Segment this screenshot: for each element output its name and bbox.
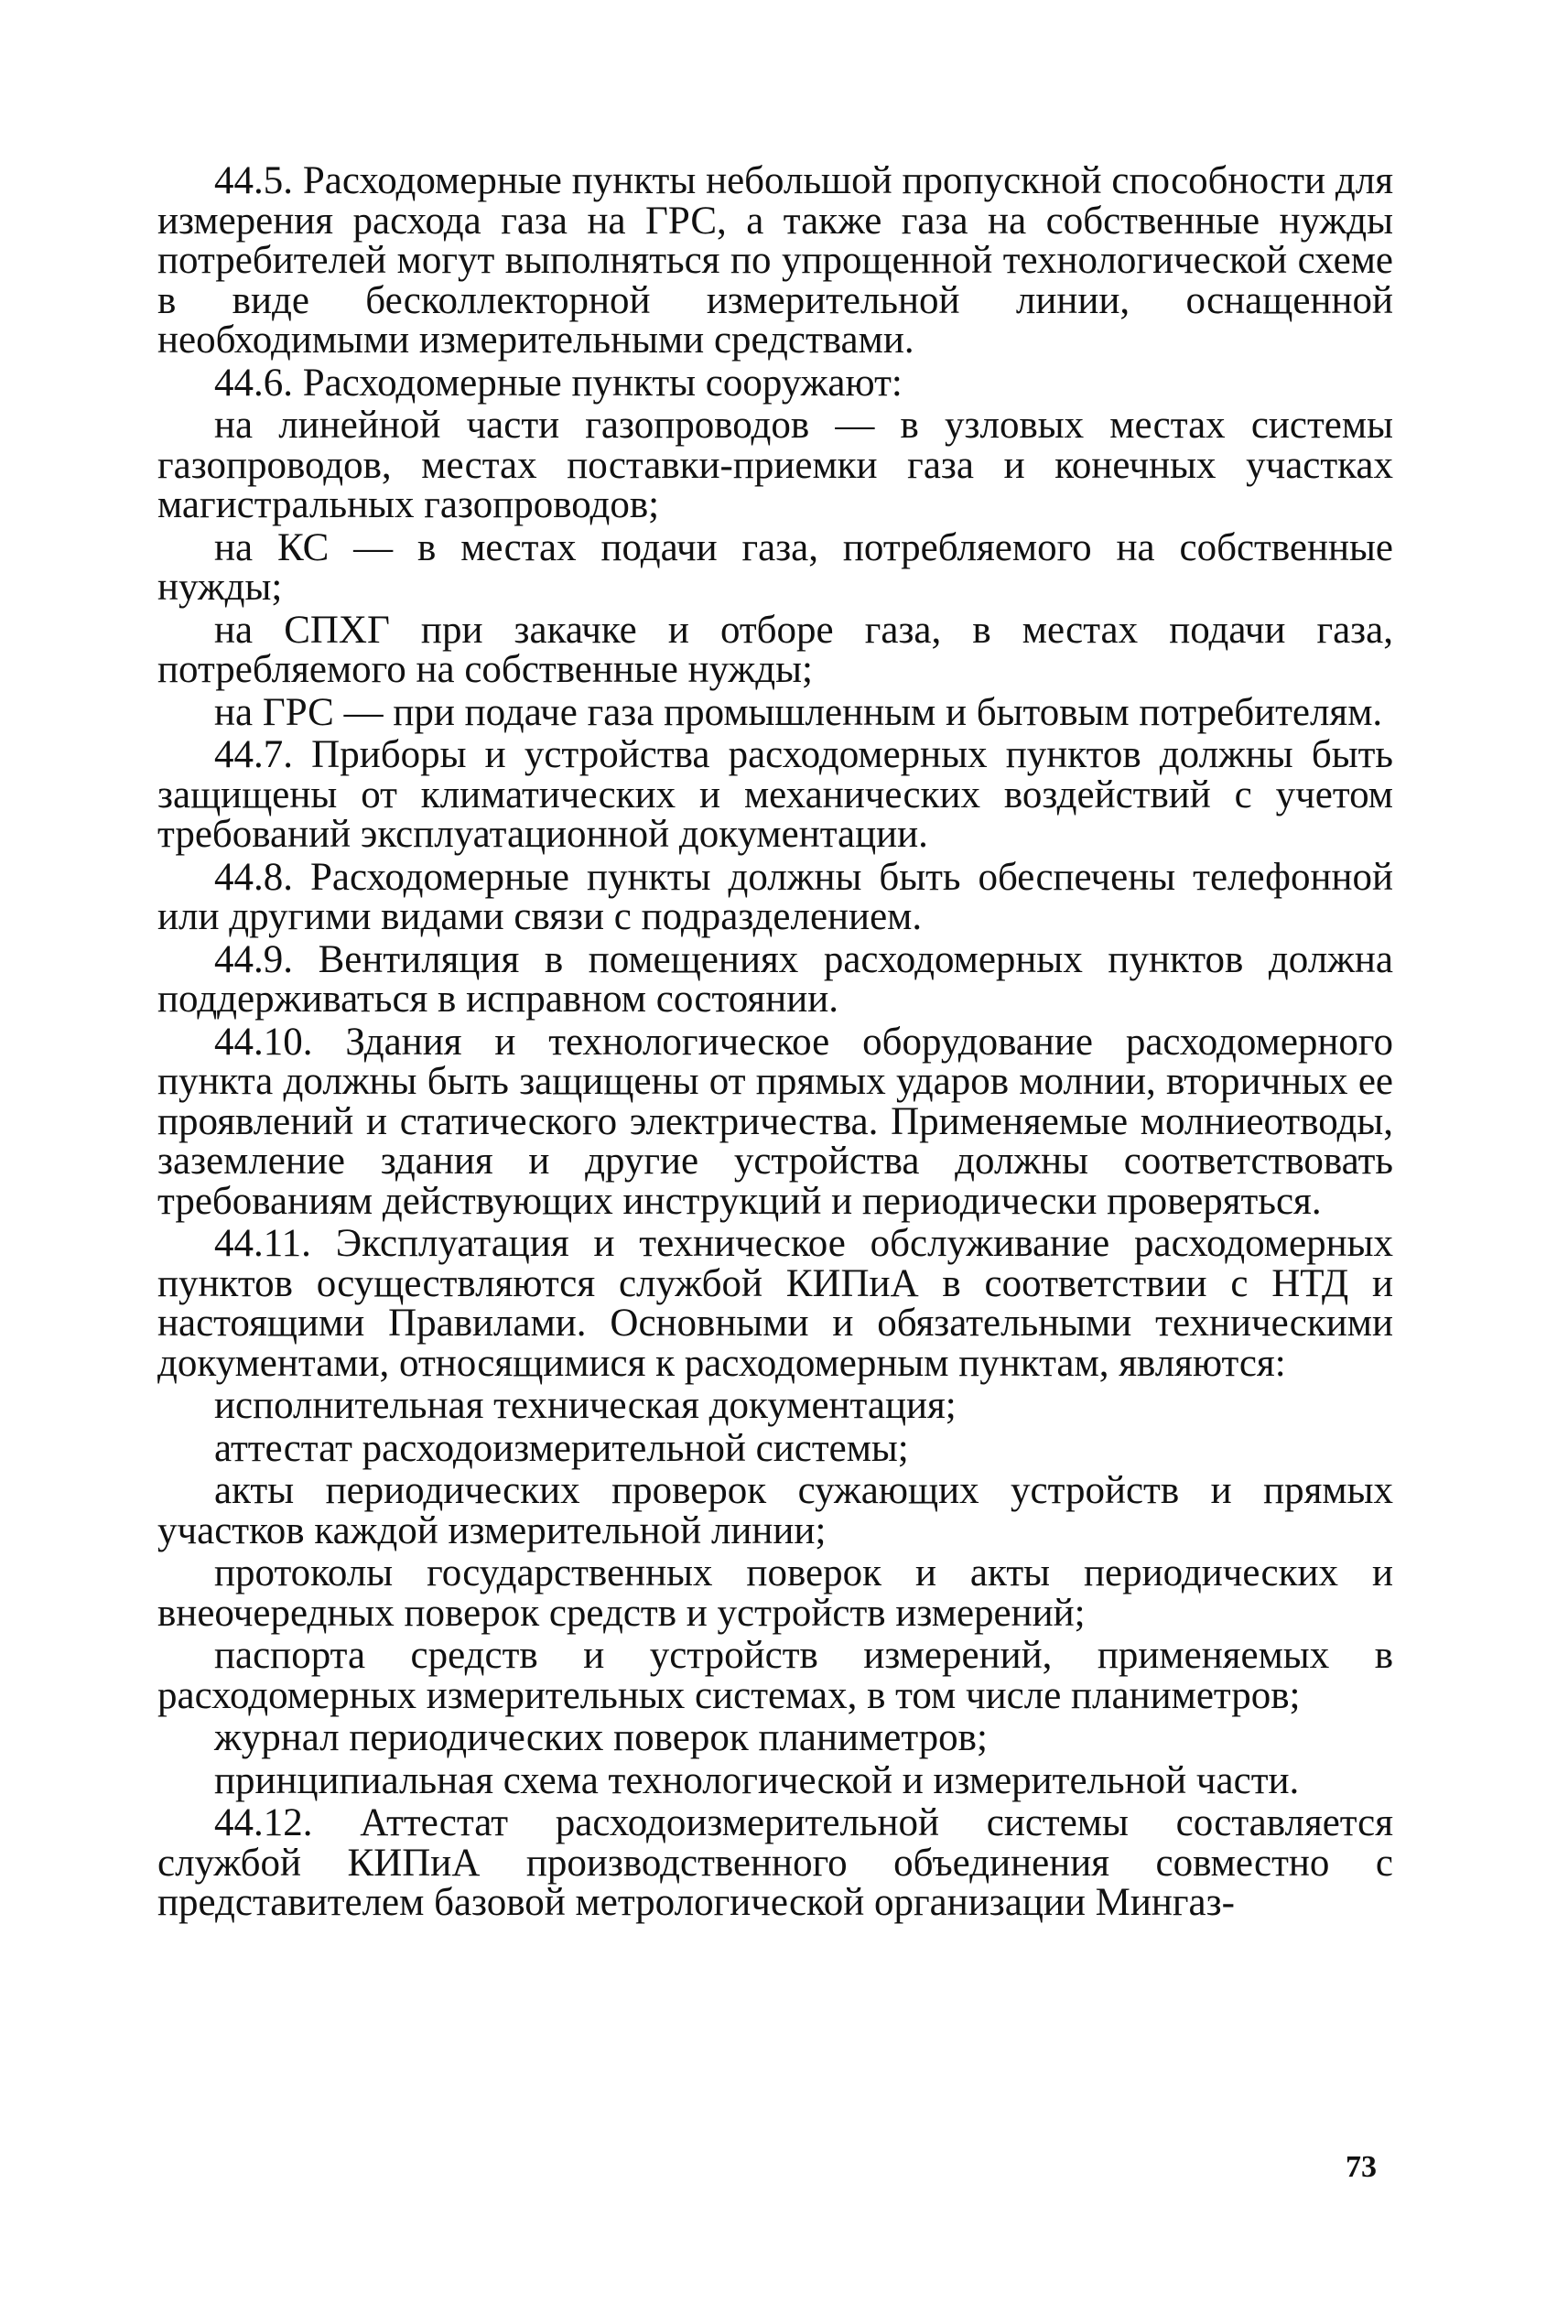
paragraph-44-5: 44.5. Расходомерные пункты небольшой пропускной способности для измерения расхода газа на ГРС, а также газа на собственные нужды потребителей могут выполняться по упрощенной технологической схеме в виде бесколлекторной измерительной линии, оснащенной необходимыми измерительными средствами. [157, 159, 1393, 362]
list-item-inspection-acts: акты периодических проверок сужающих устройств и прямых участков каждой измерительной линии; [157, 1469, 1393, 1552]
list-item-linear-part: на линейной части газопроводов — в узловых местах системы газопроводов, местах поставки-приемки газа и конечных участках магистральных газопроводов; [157, 404, 1393, 526]
paragraph-44-10: 44.10. Здания и технологическое оборудование расходомерного пункта должны быть защищены от прямых ударов молнии, вторичных ее проявлений и статического электричества. Применяемые молниеотводы, заземление здания и другие устройства должны соответствовать требованиям действующих инструкций и периодически проверяться. [157, 1020, 1393, 1223]
paragraph-44-8: 44.8. Расходомерные пункты должны быть обеспечены телефонной или другими видами связи с подразделением. [157, 855, 1393, 938]
list-item-passports: паспорта средств и устройств измерений, применяемых в расходомерных измерительных системах, в том числе планиметров; [157, 1634, 1393, 1717]
list-item-sphg: на СПХГ при закачке и отборе газа, в местах подачи газа, потребляемого на собственные нужды; [157, 608, 1393, 691]
paragraph-44-7: 44.7. Приборы и устройства расходомерных пунктов должны быть защищены от климатических и механических воздействий с учетом требований эксплуатационной документации. [157, 733, 1393, 856]
paragraph-44-9: 44.9. Вентиляция в помещениях расходомерных пунктов должна поддерживаться в исправном состоянии. [157, 937, 1393, 1021]
list-item-verification-protocols: протоколы государственных поверок и акты периодических и внеочередных поверок средств и устройств измерений; [157, 1551, 1393, 1635]
list-item-attestation: аттестат расходоизмерительной системы; [214, 1426, 909, 1470]
paragraph-44-11: 44.11. Эксплуатация и техническое обслуживание расходомерных пунктов осуществляются службой КИПиА в соответствии с НТД и настоящими Правилами. Основными и обязательными техническими документами, относящимися к расходомерным пунктам, являются: [157, 1222, 1393, 1385]
paragraph-44-12: 44.12. Аттестат расходоизмерительной системы составляется службой КИПиА производственного объединения совместно с представителем базовой метрологической организации Мингаз- [157, 1801, 1393, 1924]
list-item-ks: на КС — в местах подачи газа, потребляемого на собственные нужды; [157, 525, 1393, 609]
list-item-executive-documentation: исполнительная техническая документация; [214, 1384, 957, 1427]
document-page [157, 161, 1393, 2285]
list-item-schematic: принципиальная схема технологической и измерительной части. [214, 1758, 1300, 1802]
paragraph-44-6: 44.6. Расходомерные пункты сооружают: [214, 361, 903, 405]
page-number: 73 [1346, 2150, 1377, 2184]
list-item-grs: на ГРС — при подаче газа промышленным и бытовым потребителям. [214, 690, 1383, 734]
list-item-planimeter-journal: журнал периодических поверок планиметров; [214, 1716, 988, 1759]
